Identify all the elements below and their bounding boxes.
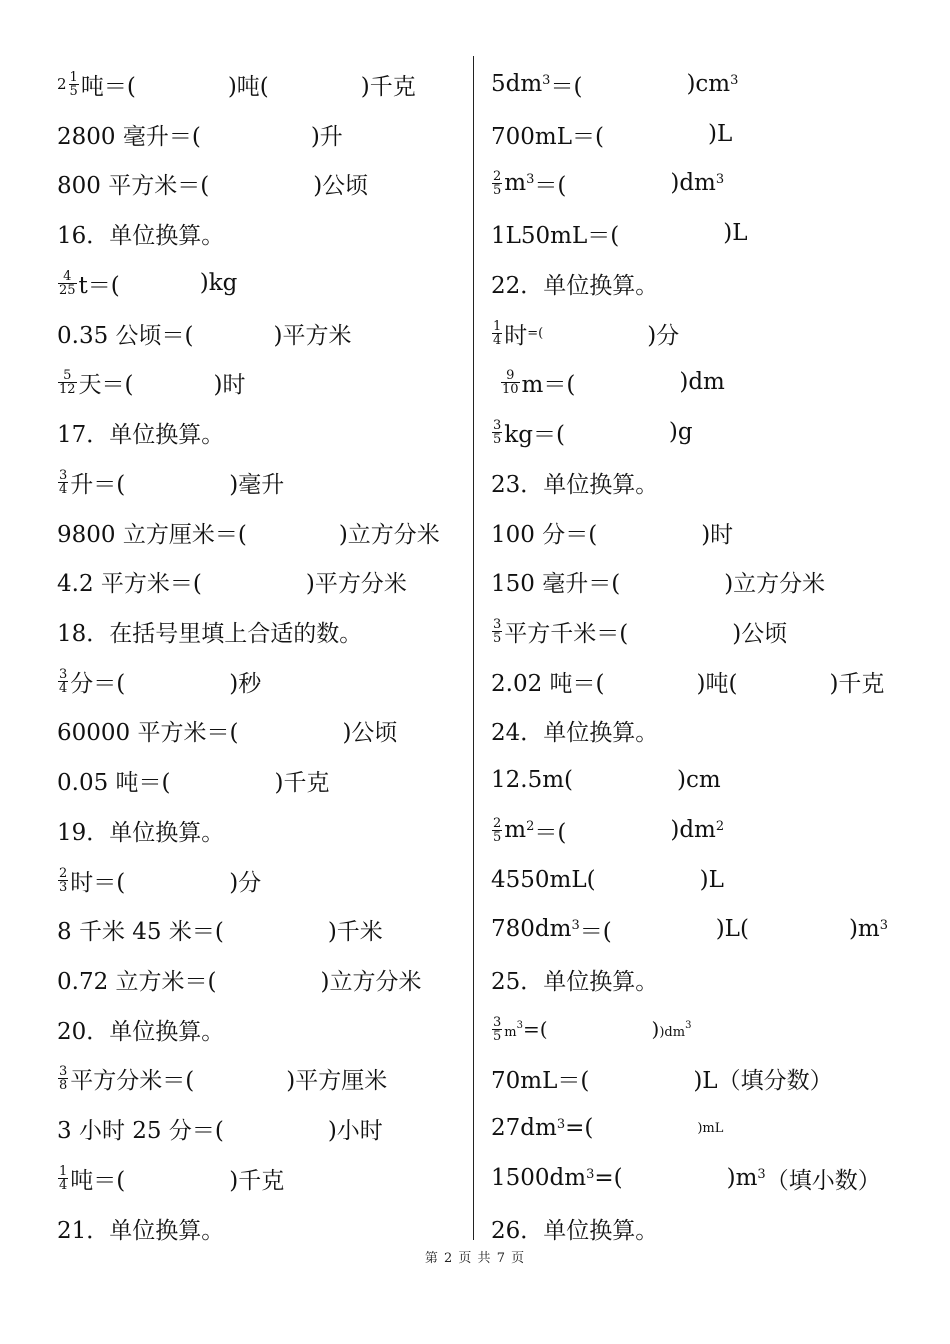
exercise-line [491,360,725,404]
fraction: $\frac{9}{10}$ [502,367,519,397]
exercise-prompt: 0.35 公顷＝( [57,322,194,349]
exercise-line [491,112,732,156]
unit-label: )公顷 [732,620,788,647]
exercise-line [57,360,246,404]
unit-label: )L（填分数） [693,1067,833,1094]
fraction: $\frac{3}{5}$ [493,616,502,646]
exercise-line: $\frac{2}{5}$ m $^2$ ＝( )dm $^2$ [493,815,725,846]
exercise-prompt: m [504,170,527,196]
unit-label: )升 [310,123,343,150]
unit-label: )g [668,419,693,445]
exercise-line: $\frac{1}{4}$ 时 =( )分 [493,318,680,349]
exercise-prompt: 780dm [491,916,572,942]
unit-label: )dm [670,170,716,196]
fraction: $\frac{2}{3}$ [59,865,68,895]
section-heading: 26．单位换算。 [491,1217,659,1244]
exercise-prompt: 天＝( [78,371,134,398]
fraction: $\frac{1}{5}$ [69,69,78,99]
exercise-line [57,510,440,554]
page-number: 第 2 页 共 7 页 [424,1251,526,1266]
exercise-prompt: 5dm [491,71,543,97]
column-divider [473,56,474,1240]
exercise-line [57,311,351,355]
unit-label: )小时 [327,1117,383,1144]
unit-label: )cm [677,767,721,793]
section-heading: 18．在括号里填上合适的数。 [57,620,363,647]
unit-label: )毫升 [229,471,285,498]
exercise-prompt: 平方千米＝( [504,620,629,647]
fraction: $\frac{2}{5}$ [493,168,502,198]
exercise-prompt: 平方分米＝( [70,1067,195,1094]
exercise-prompt: 升＝( [70,471,126,498]
exercise-line [57,758,329,802]
exercise-line [57,112,343,156]
fraction: $\frac{3}{5}$ [493,1014,502,1044]
unit-label: )L [707,121,733,147]
exercise-prompt: 60000 平方米＝( [57,719,239,746]
exercise-prompt: 800 平方米＝( [57,172,210,199]
exercise-line [57,957,421,1001]
exercise-prompt: 2800 毫升＝( [57,123,201,150]
unit-label: )L [723,220,748,246]
exercise-line: $\frac{2}{5}$ m $^3$ ＝( )dm $^3$ [493,168,725,199]
exercise-prompt: 时 [504,322,528,349]
exercise-prompt: m＝( [521,371,576,398]
unit-label: )时 [213,371,246,398]
section-heading: 17．单位换算。 [57,421,225,448]
exercise-prompt: 3 小时 25 分＝( [57,1117,224,1144]
exercise-line: 5dm $^3$ ＝( )cm $^3$ [491,71,739,100]
exercise-prompt: 4.2 平方米＝( [57,570,202,597]
exercise-prompt: 时＝( [70,869,126,896]
unit-label: )立方分米 [338,521,440,548]
exercise-line [491,211,747,255]
unit-label: )分 [647,322,680,349]
unit-label: )公顷 [313,172,369,199]
exercise-prompt: 0.05 吨＝( [57,769,171,796]
fraction: $\frac{1}{4}$ [59,1163,68,1193]
unit-label: )平方厘米 [286,1067,388,1094]
fraction: $\frac{3}{4}$ [59,467,68,497]
unit-label: )平方分米 [305,570,407,597]
exercise-line [57,261,237,305]
unit-label: )分 [229,869,262,896]
exercise-line [491,510,733,554]
unit-label: )千克 [274,769,330,796]
section-heading: 24．单位换算。 [491,719,659,746]
exercise-line [57,708,397,752]
exercise-prompt: 27dm [491,1115,557,1141]
exercise-prompt: 150 毫升＝( [491,570,621,597]
exercise-prompt: 分＝( [70,670,126,697]
fraction: $\frac{3}{5}$ [493,417,502,447]
section-heading: 23．单位换算。 [491,471,659,498]
exercise-prompt: 吨＝( [70,1167,126,1194]
exercise-line: 1500dm $^3$ =( )m $^3$ （填小数） [491,1156,881,1200]
exercise-prompt: 1500dm [491,1165,587,1191]
exercise-prompt: 70mL＝( [491,1067,590,1094]
exercise-line [491,559,825,603]
section-heading: 19．单位换算。 [57,819,225,846]
unit-label: )cm [686,71,731,97]
unit-label: )dm [670,817,716,843]
unit-label: )公顷 [342,719,398,746]
exercise-line [491,1007,691,1051]
exercise-prompt: 0.72 立方米＝( [57,968,217,995]
fraction: $\frac{3}{8}$ [59,1063,68,1093]
exercise-prompt: 9800 立方厘米＝( [57,521,247,548]
unit-label: )m [726,1165,758,1191]
exercise-prompt: 1L50mL＝( [491,222,620,249]
fraction: $\frac{4}{25}$ [59,268,76,298]
unit-label: )吨( [696,670,738,697]
exercise-line [491,410,693,454]
exercise-line [57,559,407,603]
unit-label: )立方分米 [724,570,826,597]
exercise-line [57,460,284,504]
exercise-line [57,858,261,902]
unit-label: )dm [679,369,725,395]
fraction: $\frac{2}{5}$ [493,815,502,845]
exercise-line [491,609,787,653]
fraction: $\frac{5}{12}$ [59,367,76,397]
unit-label: )千克 [360,73,416,100]
section-heading: 22．单位换算。 [491,272,659,299]
exercise-line [57,907,383,951]
section-heading: 21．单位换算。 [57,1217,225,1244]
unit-label: ))$dm^3$ [651,1017,692,1041]
exercise-prompt: 2.02 吨＝( [491,670,605,697]
unit-label: )时 [701,521,734,548]
exercise-prompt: 700mL＝( [491,123,604,150]
exercise-line: 780dm $^3$ ＝( )L( )m $^3$ [491,916,889,945]
exercise-prompt: t＝( [78,272,120,299]
unit-label: )L [699,867,724,893]
exercise-line [491,858,724,902]
unit-label: )mL [697,1120,724,1136]
exercise-line [57,1156,284,1200]
exercise-prompt: 12.5m( [491,767,573,793]
exercise-line [491,758,721,802]
unit-label: )吨( [227,73,269,100]
fraction: $\frac{3}{4}$ [59,666,68,696]
exercise-line [57,161,368,205]
exercise-line [57,1056,387,1100]
exercise-line [57,1106,383,1150]
exercise-line [491,1056,833,1100]
exercise-prompt: m [504,817,527,843]
unit-label: )秒 [229,670,262,697]
section-heading: 25．单位换算。 [491,968,659,995]
section-heading: 20．单位换算。 [57,1018,225,1045]
exercise-prompt: kg＝( [504,421,565,448]
fraction: $\frac{1}{4}$ [493,318,502,348]
exercise-prompt: 4550mL( [491,867,596,893]
exercise-line [57,62,416,106]
exercise-line [491,659,884,703]
unit-label: )立方分米 [320,968,422,995]
exercise-prompt: 100 分＝( [491,521,598,548]
unit-label: )平方米 [273,322,352,349]
exercise-line [57,659,261,703]
unit-label: )kg [199,270,238,296]
unit-label: )千米 [327,918,383,945]
unit-label: )千克 [829,670,885,697]
mixed-number-whole: 2 [57,75,67,93]
exercise-prompt: $m^3=$( [504,1017,548,1041]
exercise-line: 27dm $^3$ =( )mL [491,1115,724,1141]
unit-label: )L( [715,916,749,942]
section-heading: 16．单位换算。 [57,222,225,249]
exercise-prompt: 8 千米 45 米＝( [57,918,224,945]
exercise-prompt: 吨＝( [80,73,136,100]
hint-text: （填小数） [765,1167,881,1194]
unit-label: )千克 [229,1167,285,1194]
unit-label: )m [848,916,880,942]
